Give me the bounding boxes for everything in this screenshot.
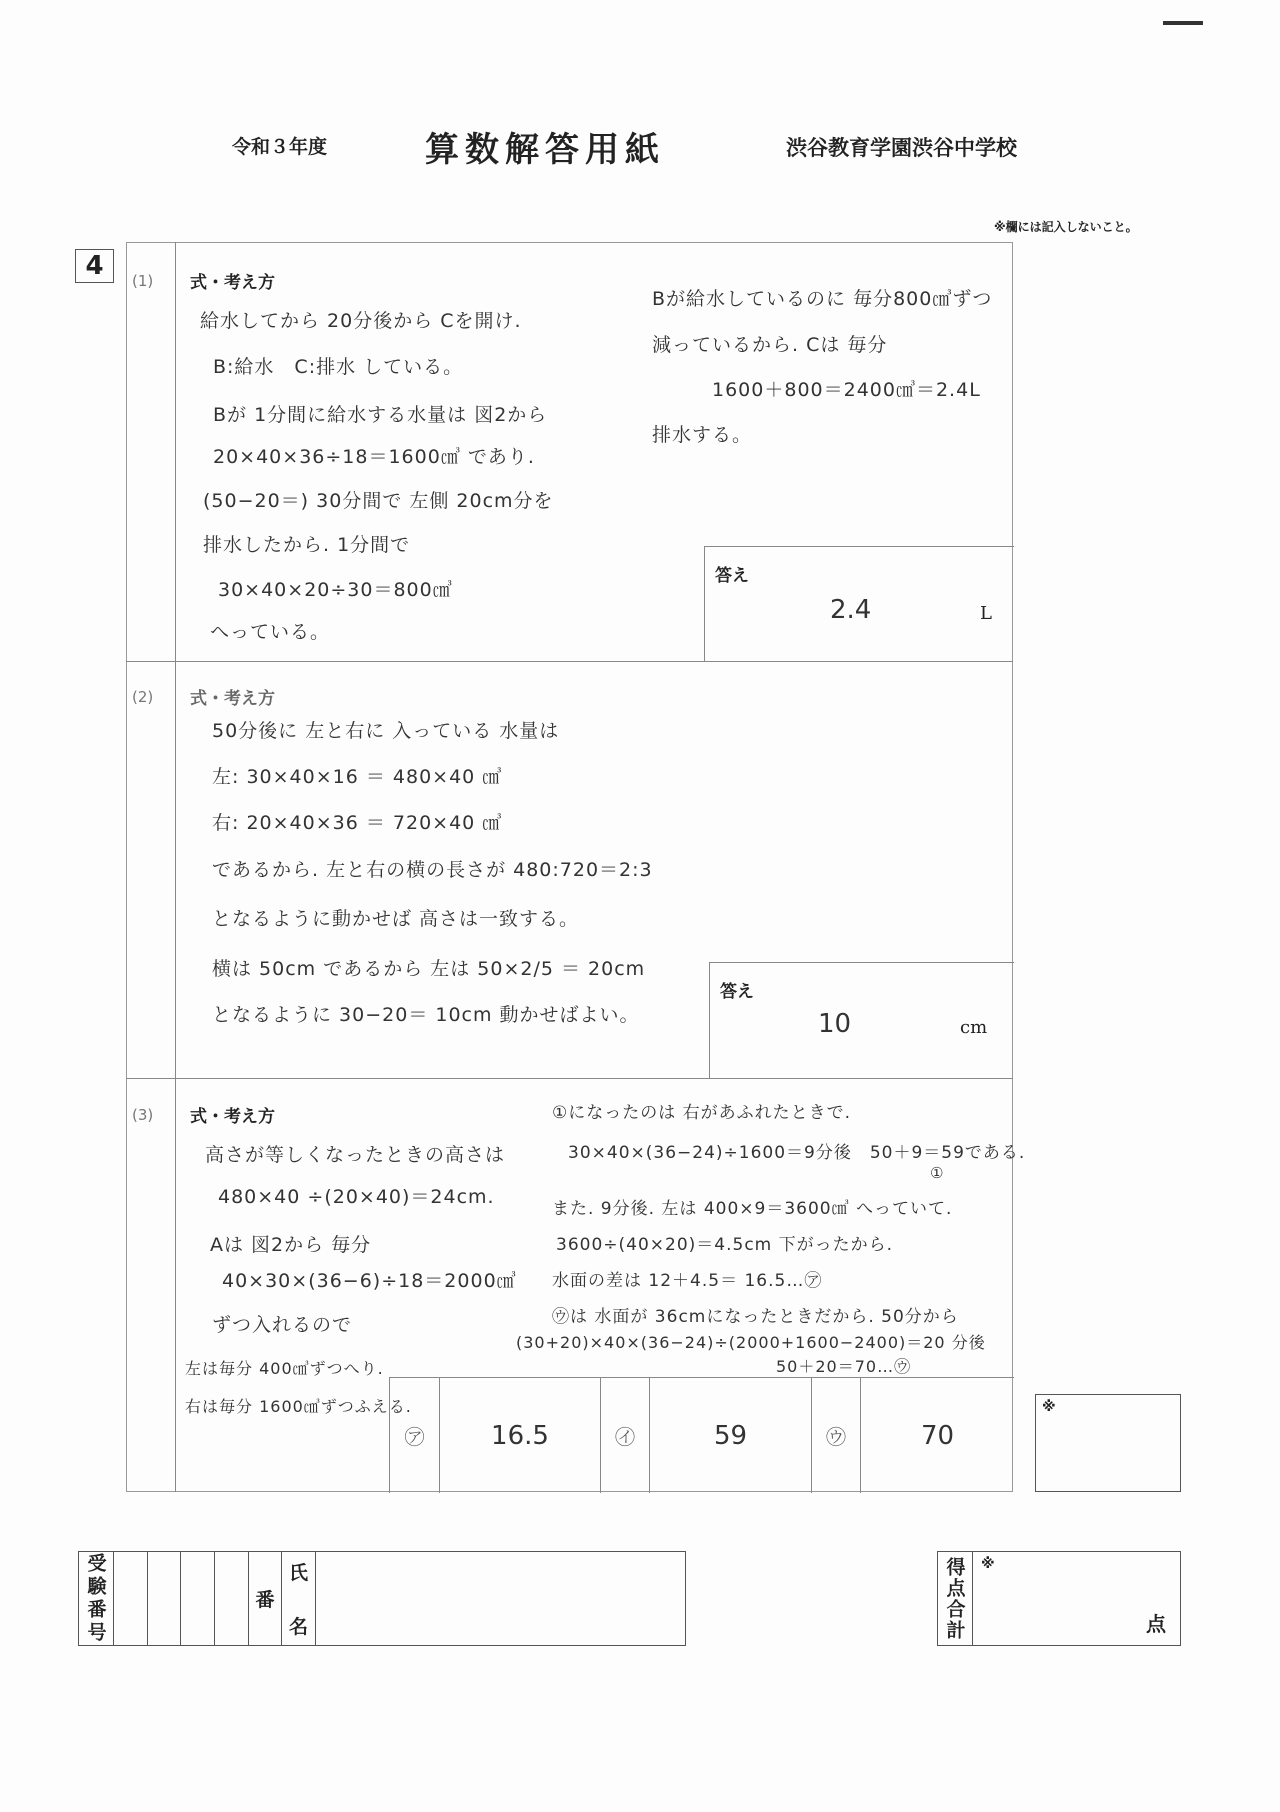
work-line: B:給水 C:排水 している。 — [213, 356, 464, 378]
work-line: であるから. 左と右の横の長さが 480:720＝2:3 — [212, 859, 653, 881]
answer-unit: L — [980, 603, 992, 624]
work-line: 1600＋800＝2400㎤＝2.4L — [712, 379, 981, 401]
work-line: 高さが等しくなったときの高さは — [205, 1144, 506, 1166]
work-line: 20×40×36÷18＝1600㎤ であり. — [213, 446, 535, 468]
question-number: (1) — [132, 272, 154, 290]
question-number: (3) — [132, 1106, 154, 1124]
answer-a-field[interactable]: 16.5 — [440, 1378, 601, 1493]
applicant-info — [78, 1551, 686, 1646]
name-label-2: 名 — [288, 1616, 308, 1638]
work-line: 50分後に 左と右に 入っている 水量は — [212, 720, 560, 742]
name-field[interactable] — [316, 1552, 685, 1645]
exam-digit-field[interactable] — [215, 1552, 249, 1645]
answer-i-field[interactable]: 59 — [650, 1378, 812, 1493]
points-label: 点 — [1146, 1612, 1166, 1636]
school-name: 渋谷教育学園渋谷中学校 — [786, 136, 1017, 160]
work-line: また. 9分後. 左は 400×9＝3600㎤ へっていて. — [552, 1199, 953, 1219]
exam-digit-field[interactable] — [114, 1552, 148, 1645]
work-line: (50−20＝) 30分間で 左側 20cm分を — [203, 490, 554, 512]
work-line: 30×40×(36−24)÷1600＝9分後 50＋9＝59である. — [568, 1143, 1026, 1163]
work-heading: 式・考え方 — [190, 689, 275, 709]
answer-mark-a: ㋐ — [390, 1378, 440, 1493]
work-line: 排水したから. 1分間で — [203, 534, 411, 556]
total-label: 得点合計 — [938, 1552, 973, 1645]
work-line: 右: 20×40×36 ＝ 720×40 ㎤ — [212, 812, 503, 834]
work-line: ずつ入れるので — [212, 1314, 353, 1336]
page-title: 算数解答用紙 — [425, 130, 665, 170]
work-line: 左: 30×40×16 ＝ 480×40 ㎤ — [212, 766, 503, 788]
answer-label: 答え — [720, 982, 754, 1002]
exam-digit-field[interactable] — [181, 1552, 215, 1645]
answer-box-2[interactable] — [709, 962, 1014, 1079]
name-label-1: 氏 — [288, 1562, 308, 1584]
score-box — [1035, 1394, 1181, 1492]
work-line: 3600÷(40×20)＝4.5cm 下がったから. — [556, 1235, 894, 1255]
ban-label: 番 — [249, 1552, 282, 1645]
work-line: 横は 50cm であるから 左は 50×2/5 ＝ 20cm — [212, 958, 646, 980]
answer-unit: cm — [960, 1017, 988, 1038]
work-line: となるように動かせば 高さは一致する。 — [212, 908, 580, 930]
work-line: 右は毎分 1600㎤ずつふえる. — [185, 1397, 412, 1416]
work-line: Bが給水しているのに 毎分800㎤ずつ — [652, 288, 993, 310]
total-mark: ※ — [981, 1556, 995, 1572]
year-label: 令和３年度 — [232, 136, 328, 158]
answer-label: 答え — [715, 566, 749, 586]
exam-number-label: 受験番号 — [79, 1552, 114, 1645]
answer-mark-i: ㋑ — [601, 1378, 650, 1493]
work-line: ①になったのは 右があふれたときで. — [552, 1103, 852, 1123]
work-line: 30×40×20÷30＝800㎤ — [218, 579, 453, 601]
note: ※欄には記入しないこと。 — [994, 220, 1138, 234]
work-heading: 式・考え方 — [190, 1107, 275, 1127]
work-line: ① — [930, 1164, 945, 1182]
work-line: Aは 図2から 毎分 — [210, 1234, 372, 1256]
answer-row-3 — [389, 1377, 1014, 1493]
work-line: へっている。 — [210, 621, 331, 643]
answer-value: 10 — [818, 1009, 852, 1039]
work-line: ㋒は 水面が 36cmになったときだから. 50分から — [552, 1307, 959, 1327]
work-line: 排水する。 — [652, 424, 753, 446]
problem-number: 4 — [75, 249, 114, 283]
work-line: 左は毎分 400㎤ずつへり. — [185, 1359, 384, 1378]
answer-value: 2.4 — [830, 595, 872, 625]
answer-box-1[interactable] — [704, 546, 1014, 662]
total-score — [937, 1551, 1181, 1646]
answer-mark-u: ㋒ — [812, 1378, 861, 1493]
work-line: 40×30×(36−6)÷18＝2000㎤ — [222, 1270, 517, 1292]
exam-digit-field[interactable] — [148, 1552, 181, 1645]
corner-mark — [1163, 21, 1203, 25]
work-line: Bが 1分間に給水する水量は 図2から — [213, 404, 548, 426]
work-line: 減っているから. Cは 毎分 — [652, 334, 888, 356]
work-line: (30+20)×40×(36−24)÷(2000+1600−2400)＝20 分後 — [516, 1333, 986, 1352]
work-line: 480×40 ÷(20×40)＝24cm. — [218, 1186, 495, 1208]
work-heading: 式・考え方 — [190, 273, 275, 293]
work-line: 水面の差は 12＋4.5＝ 16.5…㋐ — [552, 1271, 823, 1291]
score-mark: ※ — [1042, 1399, 1056, 1415]
question-number: (2) — [132, 688, 154, 706]
work-line: 50＋20＝70…㋒ — [776, 1357, 912, 1376]
work-line: となるように 30−20＝ 10cm 動かせばよい。 — [212, 1004, 640, 1026]
work-line: 給水してから 20分後から Cを開け. — [200, 310, 522, 332]
answer-u-field[interactable]: 70 — [920, 1420, 955, 1451]
